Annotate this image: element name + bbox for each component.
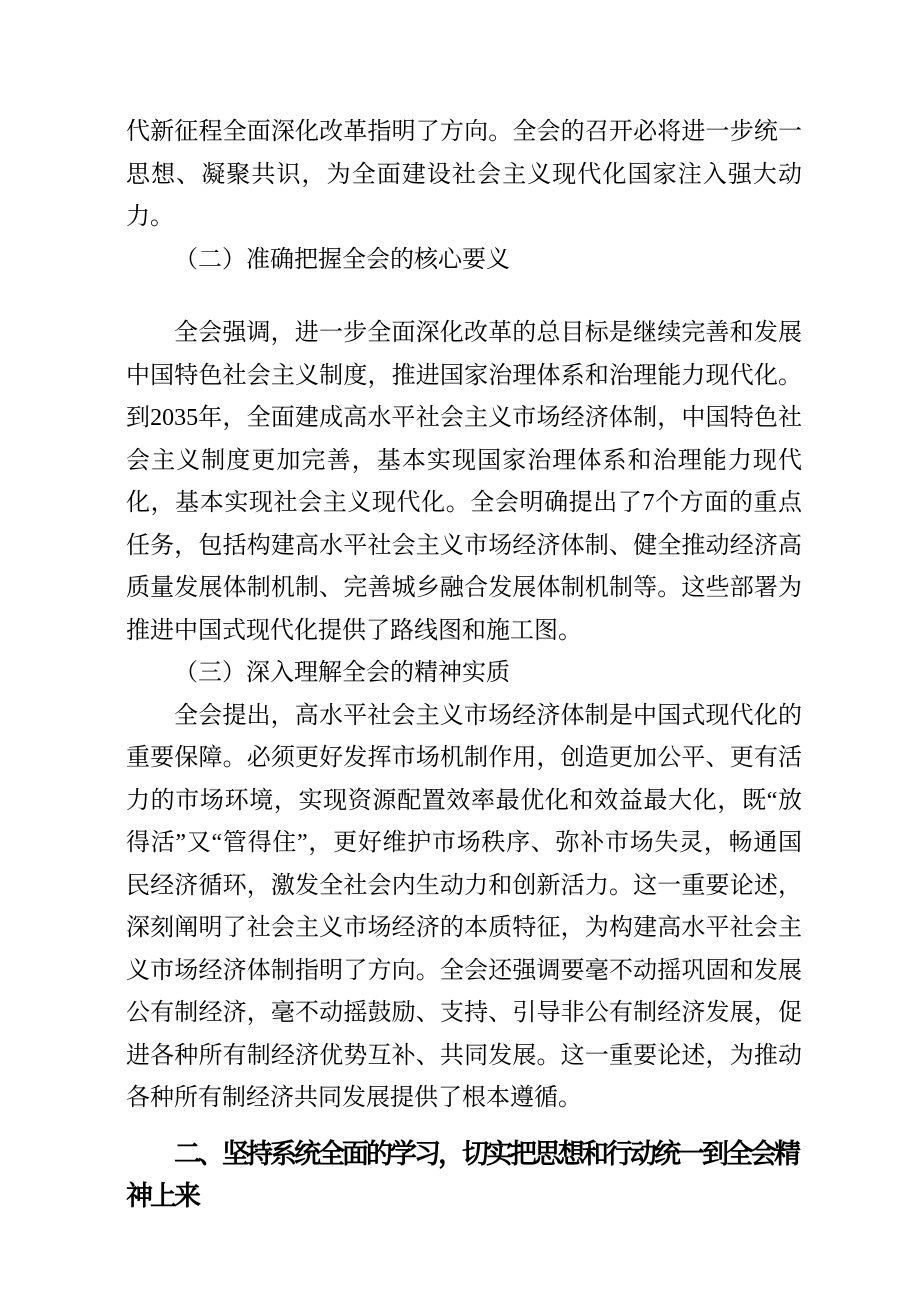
body-paragraph: 全会提出，高水平社会主义市场经济体制是中国式现代化的重要保障。必须更好发挥市场机制作用，创造更加公平、更有活力的市场环境，实现资源配置效率最优化和效益最大化，既“放得活”又“管得住”，更好维护市场秩序、弥补市场失灵，畅通国民经济循环，激发全社会内生动力和创新活力。这一重要论述，深刻阐明了社会主义市场经济的本质特征，为构建高水平社会主义市场经济体制指明了方向。全会还强调要毫不动摇巩固和发展公有制经济，毫不动摇鼓励、支持、引导非公有制经济发展，促进各种所有制经济优势互补、共同发展。这一重要论述，为推动各种所有制经济共同发展提供了根本遵循。 (126, 702, 802, 1111)
subheading-item-3: （三）深入理解全会的精神实质 (174, 660, 510, 686)
body-paragraph: 全会强调，进一步全面深化改革的总目标是继续完善和发展中国特色社会主义制度，推进国家治理体系和治理能力现代化。到2035年，全面建成高水平社会主义市场经济体制，中国特色社会主义制度更加完善，基本实现国家治理体系和治理能力现代化，基本实现社会主义现代化。全会明确提出了7个方面的重点任务，包括构建高水平社会主义市场经济体制、健全推动经济高质量发展体制机制、完善城乡融合发展体制机制等。这些部署为推进中国式现代化提供了路线图和施工图。 (126, 320, 802, 644)
subheading-item-2: （二）准确把握全会的核心要义 (174, 246, 510, 273)
body-paragraph-continuation: 代新征程全面深化改革指明了方向。全会的召开必将进一步统一思想、凝聚共识，为全面建设社会主义现代化国家注入强大动力。 (126, 119, 802, 230)
section-heading-2: 二、坚持系统全面的学习，切实把思想和行动统一到全会精神上来 (126, 1138, 798, 1211)
